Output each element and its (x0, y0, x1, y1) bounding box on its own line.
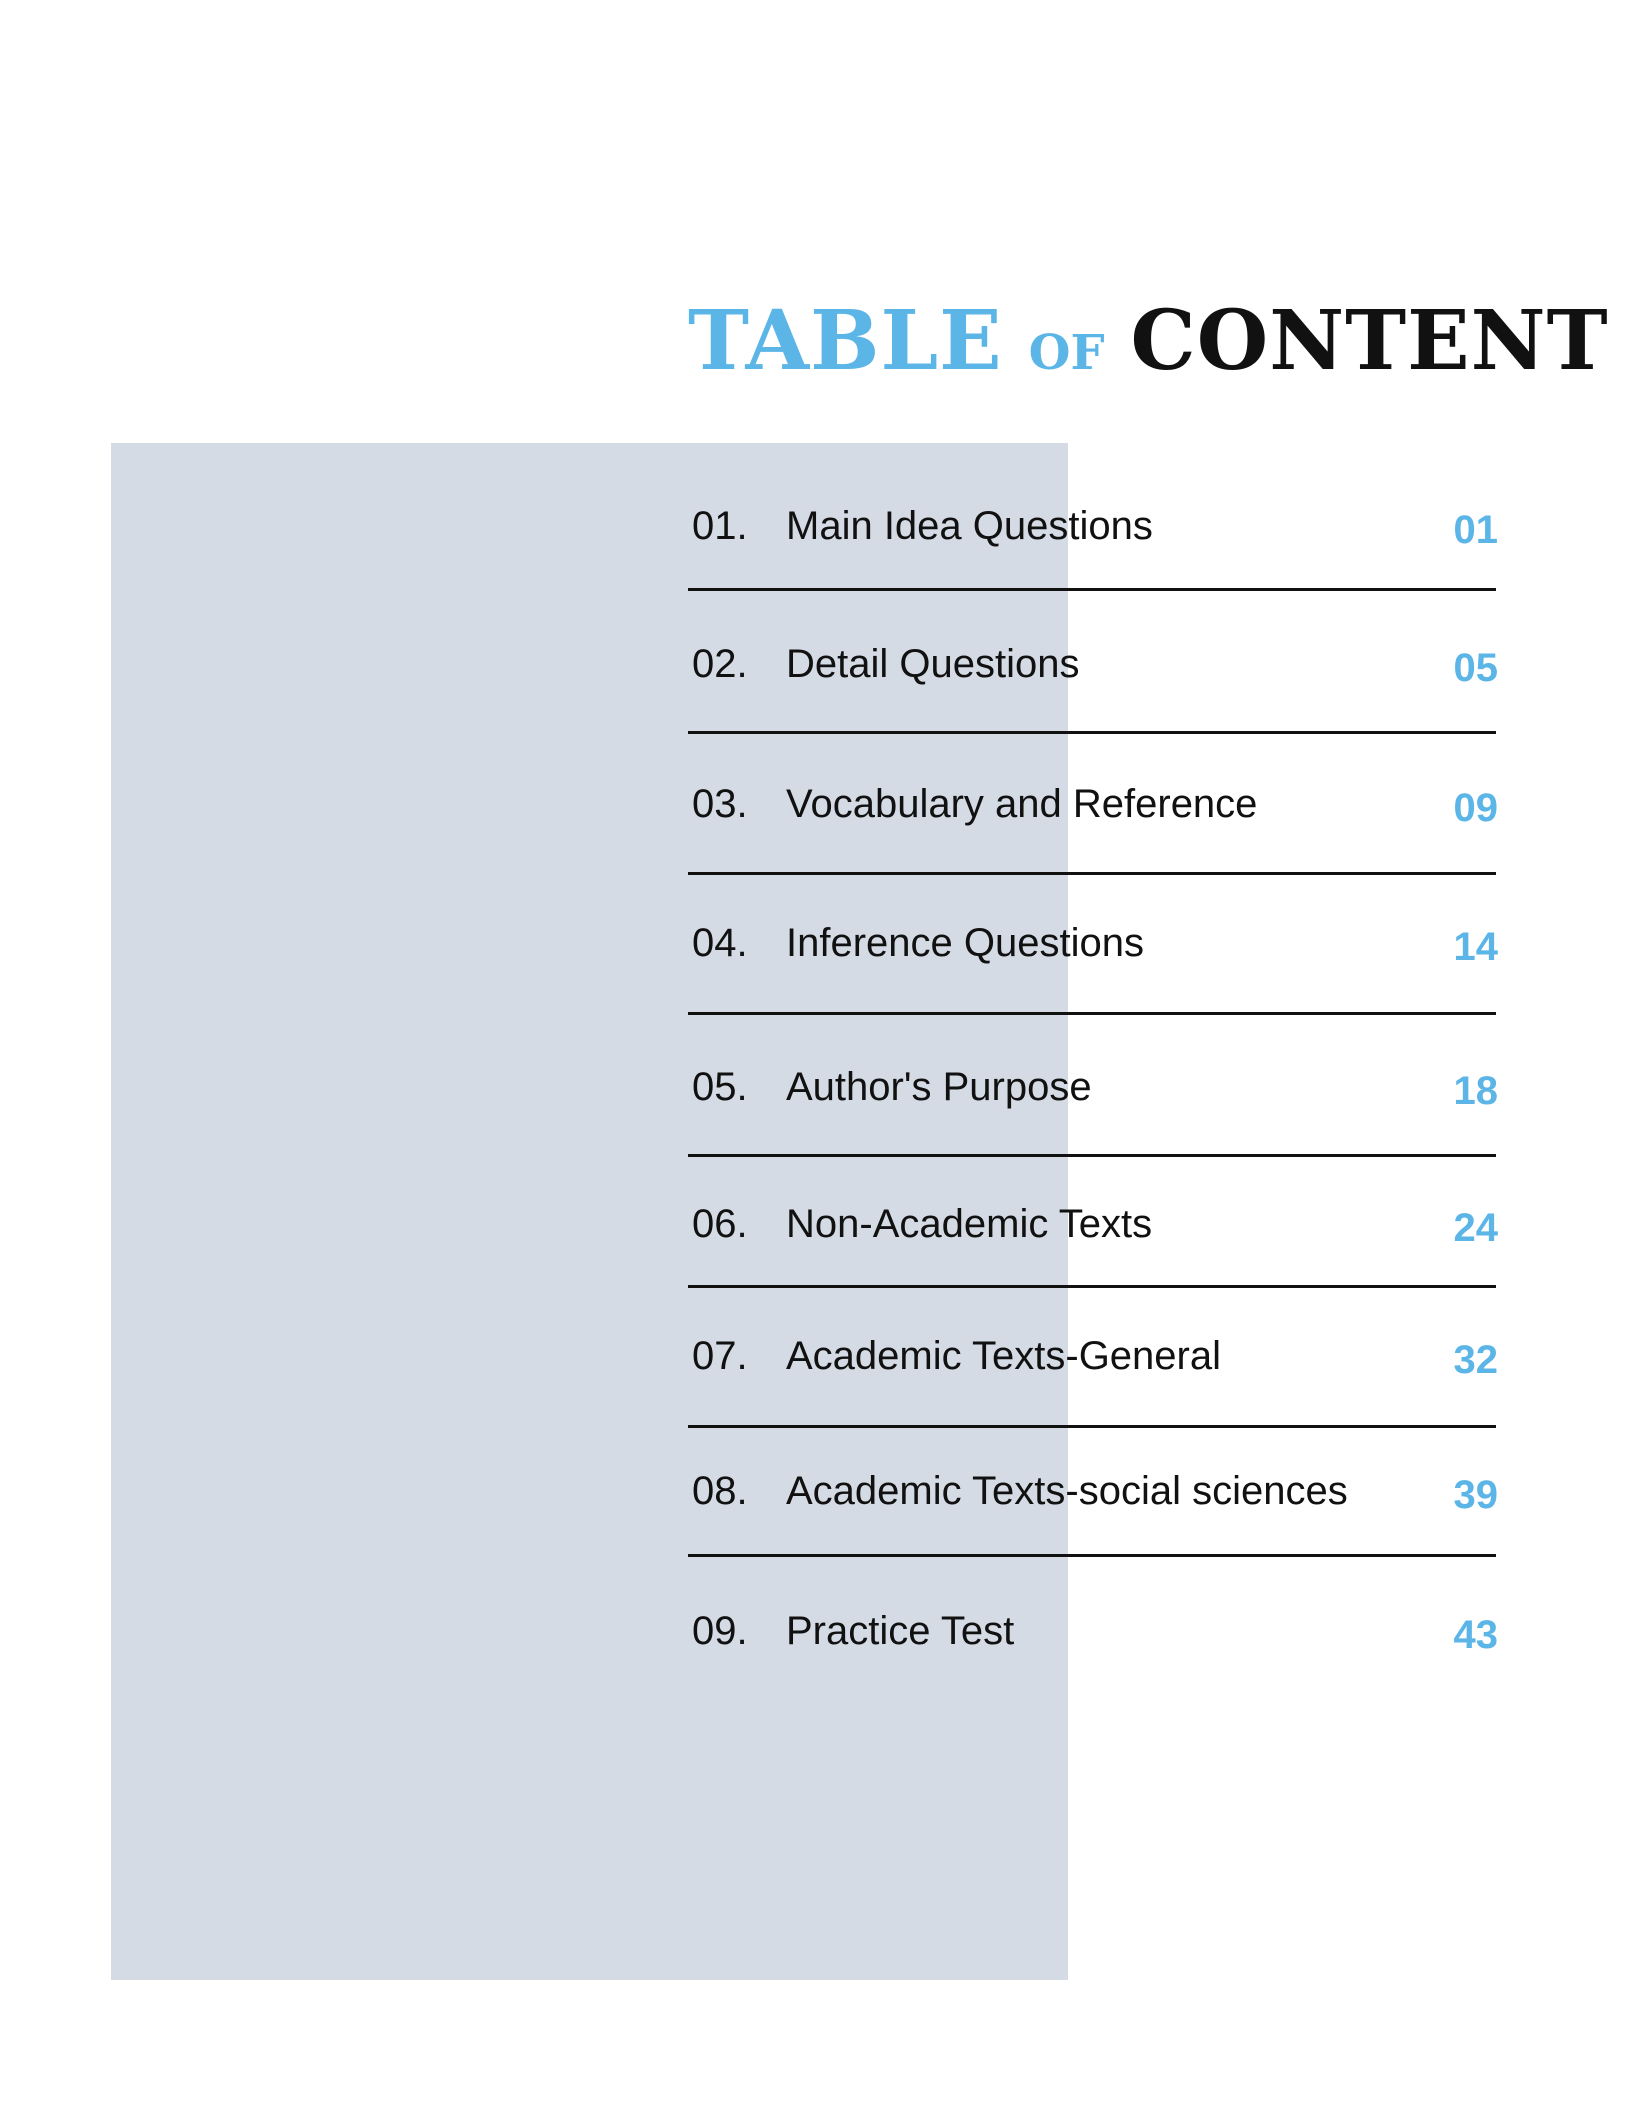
divider-line (688, 1154, 1496, 1157)
entry-number: 06. (692, 1202, 748, 1246)
entry-page-number: 14 (1453, 925, 1498, 969)
entry-label: Vocabulary and Reference (786, 782, 1258, 826)
toc-entry-1[interactable] (0, 496, 1632, 556)
entry-number: 04. (692, 921, 748, 965)
toc-entry-3[interactable] (0, 774, 1632, 834)
entry-page-number: 32 (1453, 1338, 1498, 1382)
toc-entry-8[interactable] (0, 1461, 1632, 1521)
entry-label: Author's Purpose (786, 1065, 1092, 1109)
toc-entry-9[interactable] (0, 1601, 1632, 1661)
entry-number: 09. (692, 1609, 748, 1653)
divider-line (688, 731, 1496, 734)
entry-number: 03. (692, 782, 748, 826)
entry-number: 08. (692, 1469, 748, 1513)
toc-entry-7[interactable] (0, 1326, 1632, 1386)
entry-page-number: 43 (1453, 1613, 1498, 1657)
divider-line (688, 1012, 1496, 1015)
toc-entry-2[interactable] (0, 634, 1632, 694)
divider-line (688, 872, 1496, 875)
entry-number: 02. (692, 642, 748, 686)
title-part-of: OF (1028, 325, 1105, 381)
entry-page-number: 39 (1453, 1473, 1498, 1517)
divider-line (688, 1285, 1496, 1288)
entry-label: Main Idea Questions (786, 504, 1153, 548)
title-part-content: CONTENT (1130, 293, 1609, 389)
entry-page-number: 05 (1453, 646, 1498, 690)
title-part-table: TABLE (688, 293, 1003, 389)
entry-page-number: 01 (1453, 508, 1498, 552)
entry-number: 05. (692, 1065, 748, 1109)
entry-label: Academic Texts-social sciences (786, 1469, 1348, 1513)
toc-entry-4[interactable] (0, 913, 1632, 973)
entry-label: Non-Academic Texts (786, 1202, 1153, 1246)
entry-label: Academic Texts-General (786, 1334, 1221, 1378)
entry-page-number: 24 (1453, 1206, 1498, 1250)
entry-label: Inference Questions (786, 921, 1144, 965)
divider-line (688, 1554, 1496, 1557)
entry-page-number: 09 (1453, 786, 1498, 830)
divider-line (688, 588, 1496, 591)
entry-page-number: 18 (1453, 1069, 1498, 1113)
entry-label: Detail Questions (786, 642, 1080, 686)
toc-entry-6[interactable] (0, 1194, 1632, 1254)
toc-entry-5[interactable] (0, 1057, 1632, 1117)
divider-line (688, 1425, 1496, 1428)
entry-number: 07. (692, 1334, 748, 1378)
entry-number: 01. (692, 504, 748, 548)
entry-label: Practice Test (786, 1609, 1015, 1653)
